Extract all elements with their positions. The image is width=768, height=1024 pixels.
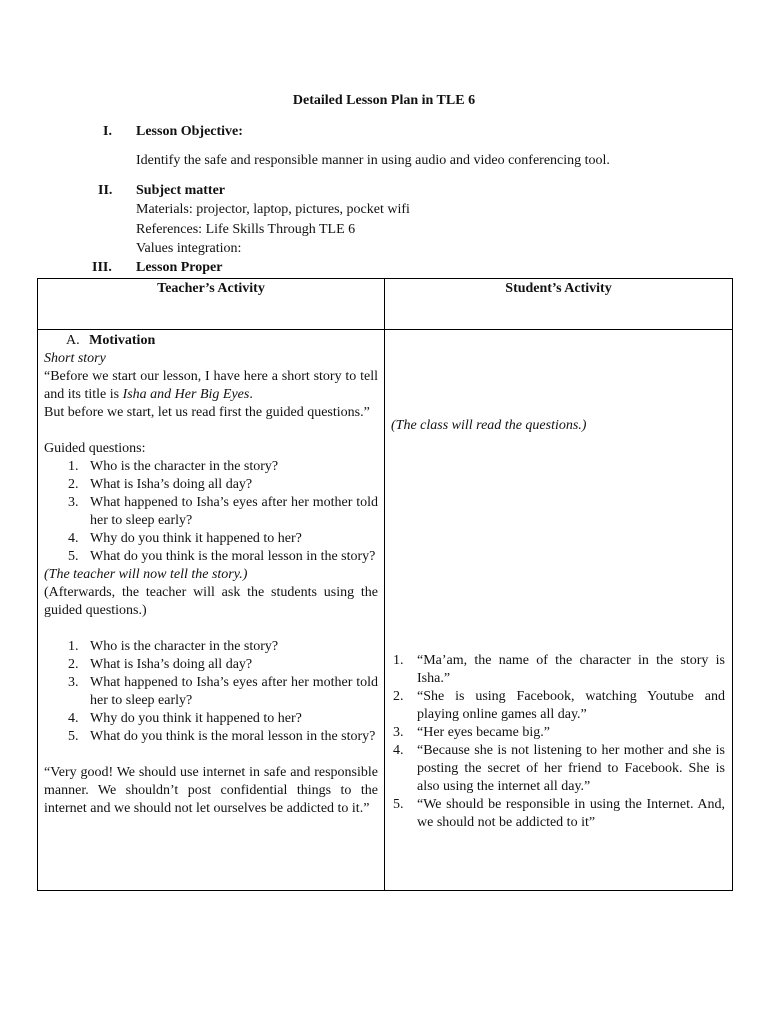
list-item: 2. What is Isha’s doing all day?	[68, 657, 253, 672]
short-story-label: Short story	[44, 351, 106, 366]
class-read-note: (The class will read the questions.)	[391, 418, 587, 433]
tell-story-note: (The teacher will now tell the story.)	[44, 567, 248, 582]
list-item: 5. What do you think is the moral lesson in the story?	[68, 549, 376, 564]
intro-continued: But before we start, let us read first the guided questions.”	[44, 405, 370, 420]
motivation-letter: A.	[66, 333, 80, 348]
list-item: 1. “Ma’am, the name of the character in the story is Isha.”	[393, 653, 725, 686]
activity-table	[37, 278, 733, 891]
guided-questions-list	[44, 458, 378, 566]
document-title: Detailed Lesson Plan in TLE 6	[292, 93, 476, 108]
list-item: 2. “She is using Facebook, watching Youtube and playing online games all day.”	[393, 689, 725, 722]
section-number: II.	[98, 183, 113, 198]
materials-line: Materials: projector, laptop, pictures, pocket wifi	[136, 202, 410, 217]
teacher-cell	[38, 330, 385, 891]
section-heading-objective: Lesson Objective:	[136, 124, 243, 139]
objective-text: Identify the safe and responsible manner in using audio and video conferencing tool.	[136, 153, 610, 168]
closing-remark: “Very good! We should use internet in safe and responsible manner. We shouldn’t post confidential things to the internet and we should not let ourselves be addicted to it.”	[44, 765, 378, 816]
list-item: 5. What do you think is the moral lesson in the story?	[68, 729, 376, 744]
repeat-questions-list	[44, 638, 378, 746]
list-item: 3. What happened to Isha’s eyes after her mother told her to sleep early?	[68, 495, 378, 528]
references-line: References: Life Skills Through TLE 6	[136, 222, 356, 237]
intro-paragraph	[44, 368, 378, 404]
section-heading-subject: Subject matter	[136, 183, 226, 198]
teacher-content	[44, 332, 378, 818]
section-number: III.	[92, 260, 112, 275]
story-title: Isha and Her Big Eyes	[122, 387, 250, 402]
list-item: 5. “We should be responsible in using the Internet. And, we should not be addicted to it”	[393, 797, 725, 830]
answers-list	[385, 652, 725, 832]
list-item: 3. “Her eyes became big.”	[393, 725, 550, 740]
guided-questions-label: Guided questions:	[44, 441, 146, 456]
list-item: 1. Who is the character in the story?	[68, 459, 279, 474]
values-line: Values integration:	[136, 241, 242, 256]
student-answers	[385, 652, 725, 832]
motivation-heading	[44, 332, 378, 350]
list-item: 4. Why do you think it happened to her?	[68, 531, 302, 546]
list-item: 1. Who is the character in the story?	[68, 639, 279, 654]
list-item: 2. What is Isha’s doing all day?	[68, 477, 253, 492]
afterwards-note: (Afterwards, the teacher will ask the students using the guided questions.)	[44, 585, 378, 618]
motivation-title: Motivation	[89, 333, 156, 348]
student-header: Student’s Activity	[385, 279, 733, 330]
section-heading-proper: Lesson Proper	[136, 260, 223, 275]
intro-text: “Before we start our lesson, I have here a short story to tell and its title is	[44, 369, 378, 402]
intro-period: .	[249, 387, 253, 402]
list-item: 4. “Because she is not listening to her mother and she is posting the secret of her friend to Facebook. She is also using the internet all day.”	[393, 743, 725, 794]
list-item: 3. What happened to Isha’s eyes after her mother told her to sleep early?	[68, 675, 378, 708]
student-cell	[385, 330, 733, 891]
teacher-header: Teacher’s Activity	[38, 279, 385, 330]
section-number: I.	[103, 124, 112, 139]
list-item: 4. Why do you think it happened to her?	[68, 711, 302, 726]
